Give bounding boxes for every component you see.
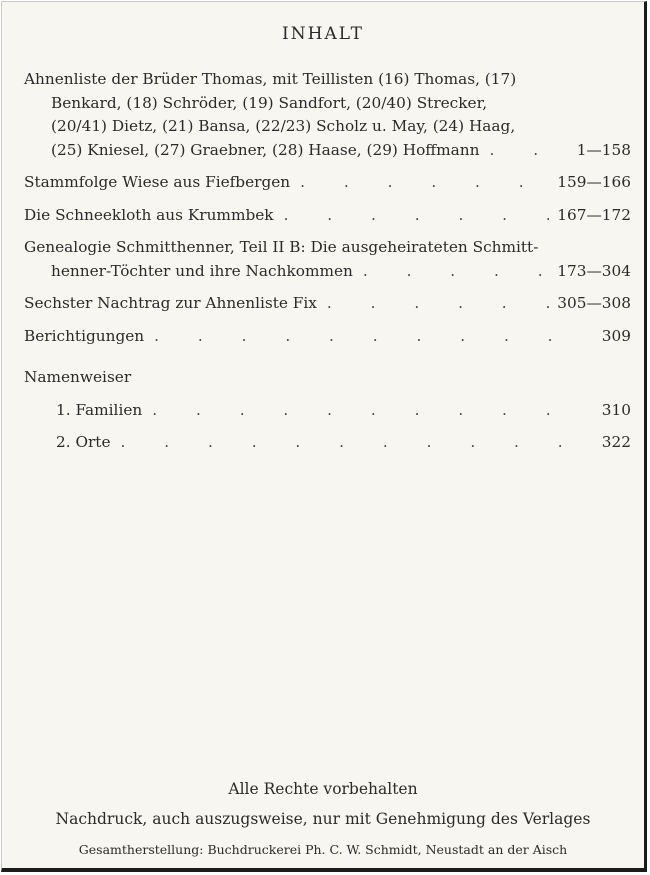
page-range: 310	[601, 400, 631, 419]
toc-entry-text: Sechster Nachtrag zur Ahnenliste Fix	[24, 294, 317, 312]
page-range: 322	[601, 433, 631, 451]
printer-credit: Gesamtherstellung: Buchdruckerei Ph. C. W. Schmidt, Neustadt an der Aisch	[78, 842, 568, 857]
index-item-label: 2. Orte	[56, 433, 111, 451]
leader-dots	[142, 399, 563, 423]
page-range: 305—308	[557, 294, 631, 312]
toc-entry-berichtigungen	[24, 325, 631, 349]
toc-entry-text: (25) Kniesel, (27) Graebner, (28) Haase, (29) Hoffmann	[51, 140, 480, 159]
index-heading: Namenweiser	[24, 368, 132, 386]
toc-entry-schneekloth	[24, 204, 631, 228]
toc-entry-text: Stammfolge Wiese aus Fiefbergen	[24, 173, 291, 191]
leader-dots	[111, 431, 563, 455]
index-item-familien	[24, 399, 631, 423]
table-of-contents	[24, 68, 631, 455]
toc-entry-line	[24, 236, 631, 260]
toc-entry-text: (20/41) Dietz, (21) Bansa, (22/23) Scholz u. May, (24) Haag,	[51, 117, 516, 135]
toc-entry-text: Die Schneekloth aus Krummbek	[24, 205, 274, 224]
toc-entry-schmitthenner	[24, 236, 631, 283]
toc-entry-line	[24, 139, 631, 163]
toc-entry-line	[24, 260, 631, 284]
toc-entry-text: Berichtigungen	[24, 326, 145, 345]
toc-entry-line	[24, 68, 631, 92]
page-range: 167—172	[557, 205, 631, 224]
index-section	[24, 366, 631, 455]
page-range: 1—158	[576, 140, 631, 159]
toc-entry-nachtrag-fix	[24, 292, 631, 316]
toc-entry-text: Genealogie Schmitthenner, Teil II B: Die ausgeheirateten Schmitt-	[24, 238, 539, 256]
document-page	[1, 1, 647, 872]
leader-dots	[353, 260, 549, 284]
leader-dots	[144, 325, 563, 349]
page-range: 159—166	[557, 173, 631, 191]
leader-dots	[274, 204, 550, 228]
toc-entry-wiese	[24, 171, 631, 195]
leader-dots	[290, 171, 549, 195]
toc-entry-line	[24, 115, 631, 139]
page-range: 309	[601, 326, 631, 345]
toc-title: INHALT	[282, 24, 364, 44]
leader-dots	[317, 292, 549, 316]
leader-dots	[480, 139, 563, 163]
rights-notice: Alle Rechte vorbehalten	[228, 780, 418, 798]
toc-entry-line	[24, 92, 631, 116]
index-item-orte	[24, 431, 631, 455]
toc-entry-text: Ahnenliste der Brüder Thomas, mit Teillisten (16) Thomas, (17)	[24, 70, 517, 88]
reprint-notice: Nachdruck, auch auszugsweise, nur mit Genehmigung des Verlages	[55, 810, 591, 828]
toc-entry-text: Benkard, (18) Schröder, (19) Sandfort, (20/40) Strecker,	[51, 93, 488, 112]
index-item-label: 1. Familien	[56, 400, 143, 419]
page-range: 173—304	[557, 261, 631, 280]
toc-entry-ahnenliste-thomas	[24, 68, 631, 162]
toc-entry-text: henner-Töchter und ihre Nachkommen	[51, 261, 353, 280]
